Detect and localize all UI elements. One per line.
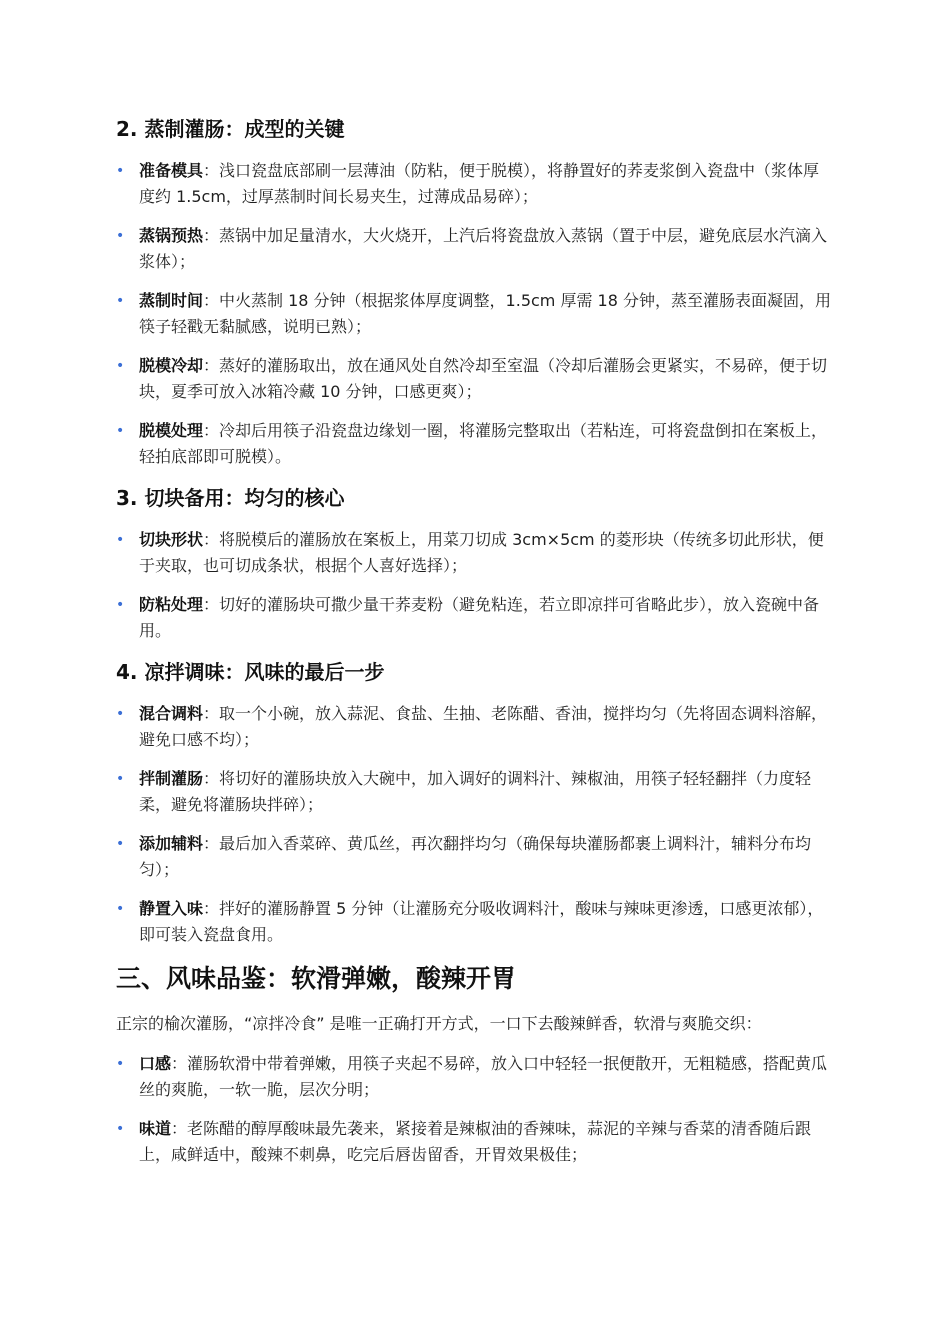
item-term: 准备模具 (139, 161, 204, 180)
bullet-icon: • (116, 771, 125, 787)
item-term: 蒸制时间 (139, 291, 204, 310)
bullet-icon: • (116, 293, 125, 309)
section-seasoning-list (116, 701, 832, 948)
item-text: ：将脱模后的灌肠放在案板上，用菜刀切成 3cm×5cm 的菱形块（传统多切此形状，便于夹取，也可切成条状，根据个人喜好选择）； (139, 530, 824, 575)
item-term: 味道 (139, 1119, 172, 1138)
bullet-icon: • (116, 836, 125, 852)
list-item (116, 223, 832, 275)
list-item (116, 701, 832, 753)
section-flavor-intro: 正宗的榆次灌肠，“凉拌冷食” 是唯一正确打开方式，一口下去酸辣鲜香，软滑与爽脆交织： (116, 1014, 762, 1033)
list-item (116, 592, 832, 644)
bullet-icon: • (116, 1121, 125, 1137)
list-item (116, 831, 832, 883)
bullet-icon: • (116, 358, 125, 374)
item-term: 添加辅料 (139, 834, 204, 853)
section-flavor-tasting (116, 961, 832, 1168)
item-term: 切块形状 (139, 530, 204, 549)
section-steaming (116, 114, 832, 470)
section-cutting-list (116, 527, 832, 644)
list-item (116, 1116, 832, 1168)
section-steaming-title: 2. 蒸制灌肠：成型的关键 (116, 117, 345, 141)
item-text: ：拌好的灌肠静置 5 分钟（让灌肠充分吸收调料汁，酸味与辣味更渗透，口感更浓郁），即可装入瓷盘食用。 (139, 899, 824, 944)
item-text: ：最后加入香菜碎、黄瓜丝，再次翻拌均匀（确保每块灌肠都裹上调料汁，辅料分布均匀）； (139, 834, 812, 879)
item-text: ：将切好的灌肠块放入大碗中，加入调好的调料汁、辣椒油，用筷子轻轻翻拌（力度轻柔，避免将灌肠块拌碎）； (139, 769, 812, 814)
section-steaming-list (116, 158, 832, 470)
bullet-icon: • (116, 706, 125, 722)
list-item (116, 766, 832, 818)
item-term: 防粘处理 (139, 595, 204, 614)
item-term: 静置入味 (139, 899, 204, 918)
list-item (116, 353, 832, 405)
bullet-icon: • (116, 423, 125, 439)
section-flavor-list (116, 1051, 832, 1168)
list-item (116, 158, 832, 210)
section-cutting-title: 3. 切块备用：均匀的核心 (116, 486, 345, 510)
item-text: ：切好的灌肠块可撒少量干荞麦粉（避免粘连，若立即凉拌可省略此步），放入瓷碗中备用。 (139, 595, 820, 640)
list-item (116, 896, 832, 948)
section-flavor-title: 三、风味品鉴：软滑弹嫩，酸辣开胃 (116, 964, 517, 993)
item-text: ：蒸好的灌肠取出，放在通风处自然冷却至室温（冷却后灌肠会更紧实，不易碎，便于切块，夏季可放入冰箱冷藏 10 分钟，口感更爽）； (139, 356, 828, 401)
section-cutting (116, 483, 832, 644)
item-text: ：蒸锅中加足量清水，大火烧开，上汽后将瓷盘放入蒸锅（置于中层，避免底层水汽滴入浆体）； (139, 226, 828, 271)
bullet-icon: • (116, 163, 125, 179)
list-item (116, 418, 832, 470)
item-term: 脱模冷却 (139, 356, 204, 375)
item-text: ：取一个小碗，放入蒜泥、食盐、生抽、老陈醋、香油，搅拌均匀（先将固态调料溶解，避免口感不均）； (139, 704, 828, 749)
bullet-icon: • (116, 532, 125, 548)
item-term: 蒸锅预热 (139, 226, 204, 245)
list-item (116, 1051, 832, 1103)
item-text: ：老陈醋的醇厚酸味最先袭来，紧接着是辣椒油的香辣味，蒜泥的辛辣与香菜的清香随后跟上，咸鲜适中，酸辣不刺鼻，吃完后唇齿留香，开胃效果极佳； (139, 1119, 812, 1164)
bullet-icon: • (116, 1056, 125, 1072)
item-term: 脱模处理 (139, 421, 204, 440)
bullet-icon: • (116, 228, 125, 244)
item-term: 混合调料 (139, 704, 204, 723)
item-term: 拌制灌肠 (139, 769, 204, 788)
item-text: ：浅口瓷盘底部刷一层薄油（防粘，便于脱模），将静置好的荞麦浆倒入瓷盘中（浆体厚度约 1.5cm，过厚蒸制时间长易夹生，过薄成品易碎）； (139, 161, 820, 206)
list-item (116, 527, 832, 579)
bullet-icon: • (116, 597, 125, 613)
item-term: 口感 (139, 1054, 172, 1073)
section-seasoning-title: 4. 凉拌调味：风味的最后一步 (116, 660, 385, 684)
item-text: ：中火蒸制 18 分钟（根据浆体厚度调整，1.5cm 厚需 18 分钟，蒸至灌肠表面凝固，用筷子轻戳无黏腻感，说明已熟）； (139, 291, 831, 336)
bullet-icon: • (116, 901, 125, 917)
item-text: ：冷却后用筷子沿瓷盘边缘划一圈，将灌肠完整取出（若粘连，可将瓷盘倒扣在案板上，轻拍底部即可脱模）。 (139, 421, 828, 466)
item-text: ：灌肠软滑中带着弹嫩，用筷子夹起不易碎，放入口中轻轻一抿便散开，无粗糙感，搭配黄瓜丝的爽脆，一软一脆，层次分明； (139, 1054, 828, 1099)
list-item (116, 288, 832, 340)
section-seasoning (116, 657, 832, 948)
